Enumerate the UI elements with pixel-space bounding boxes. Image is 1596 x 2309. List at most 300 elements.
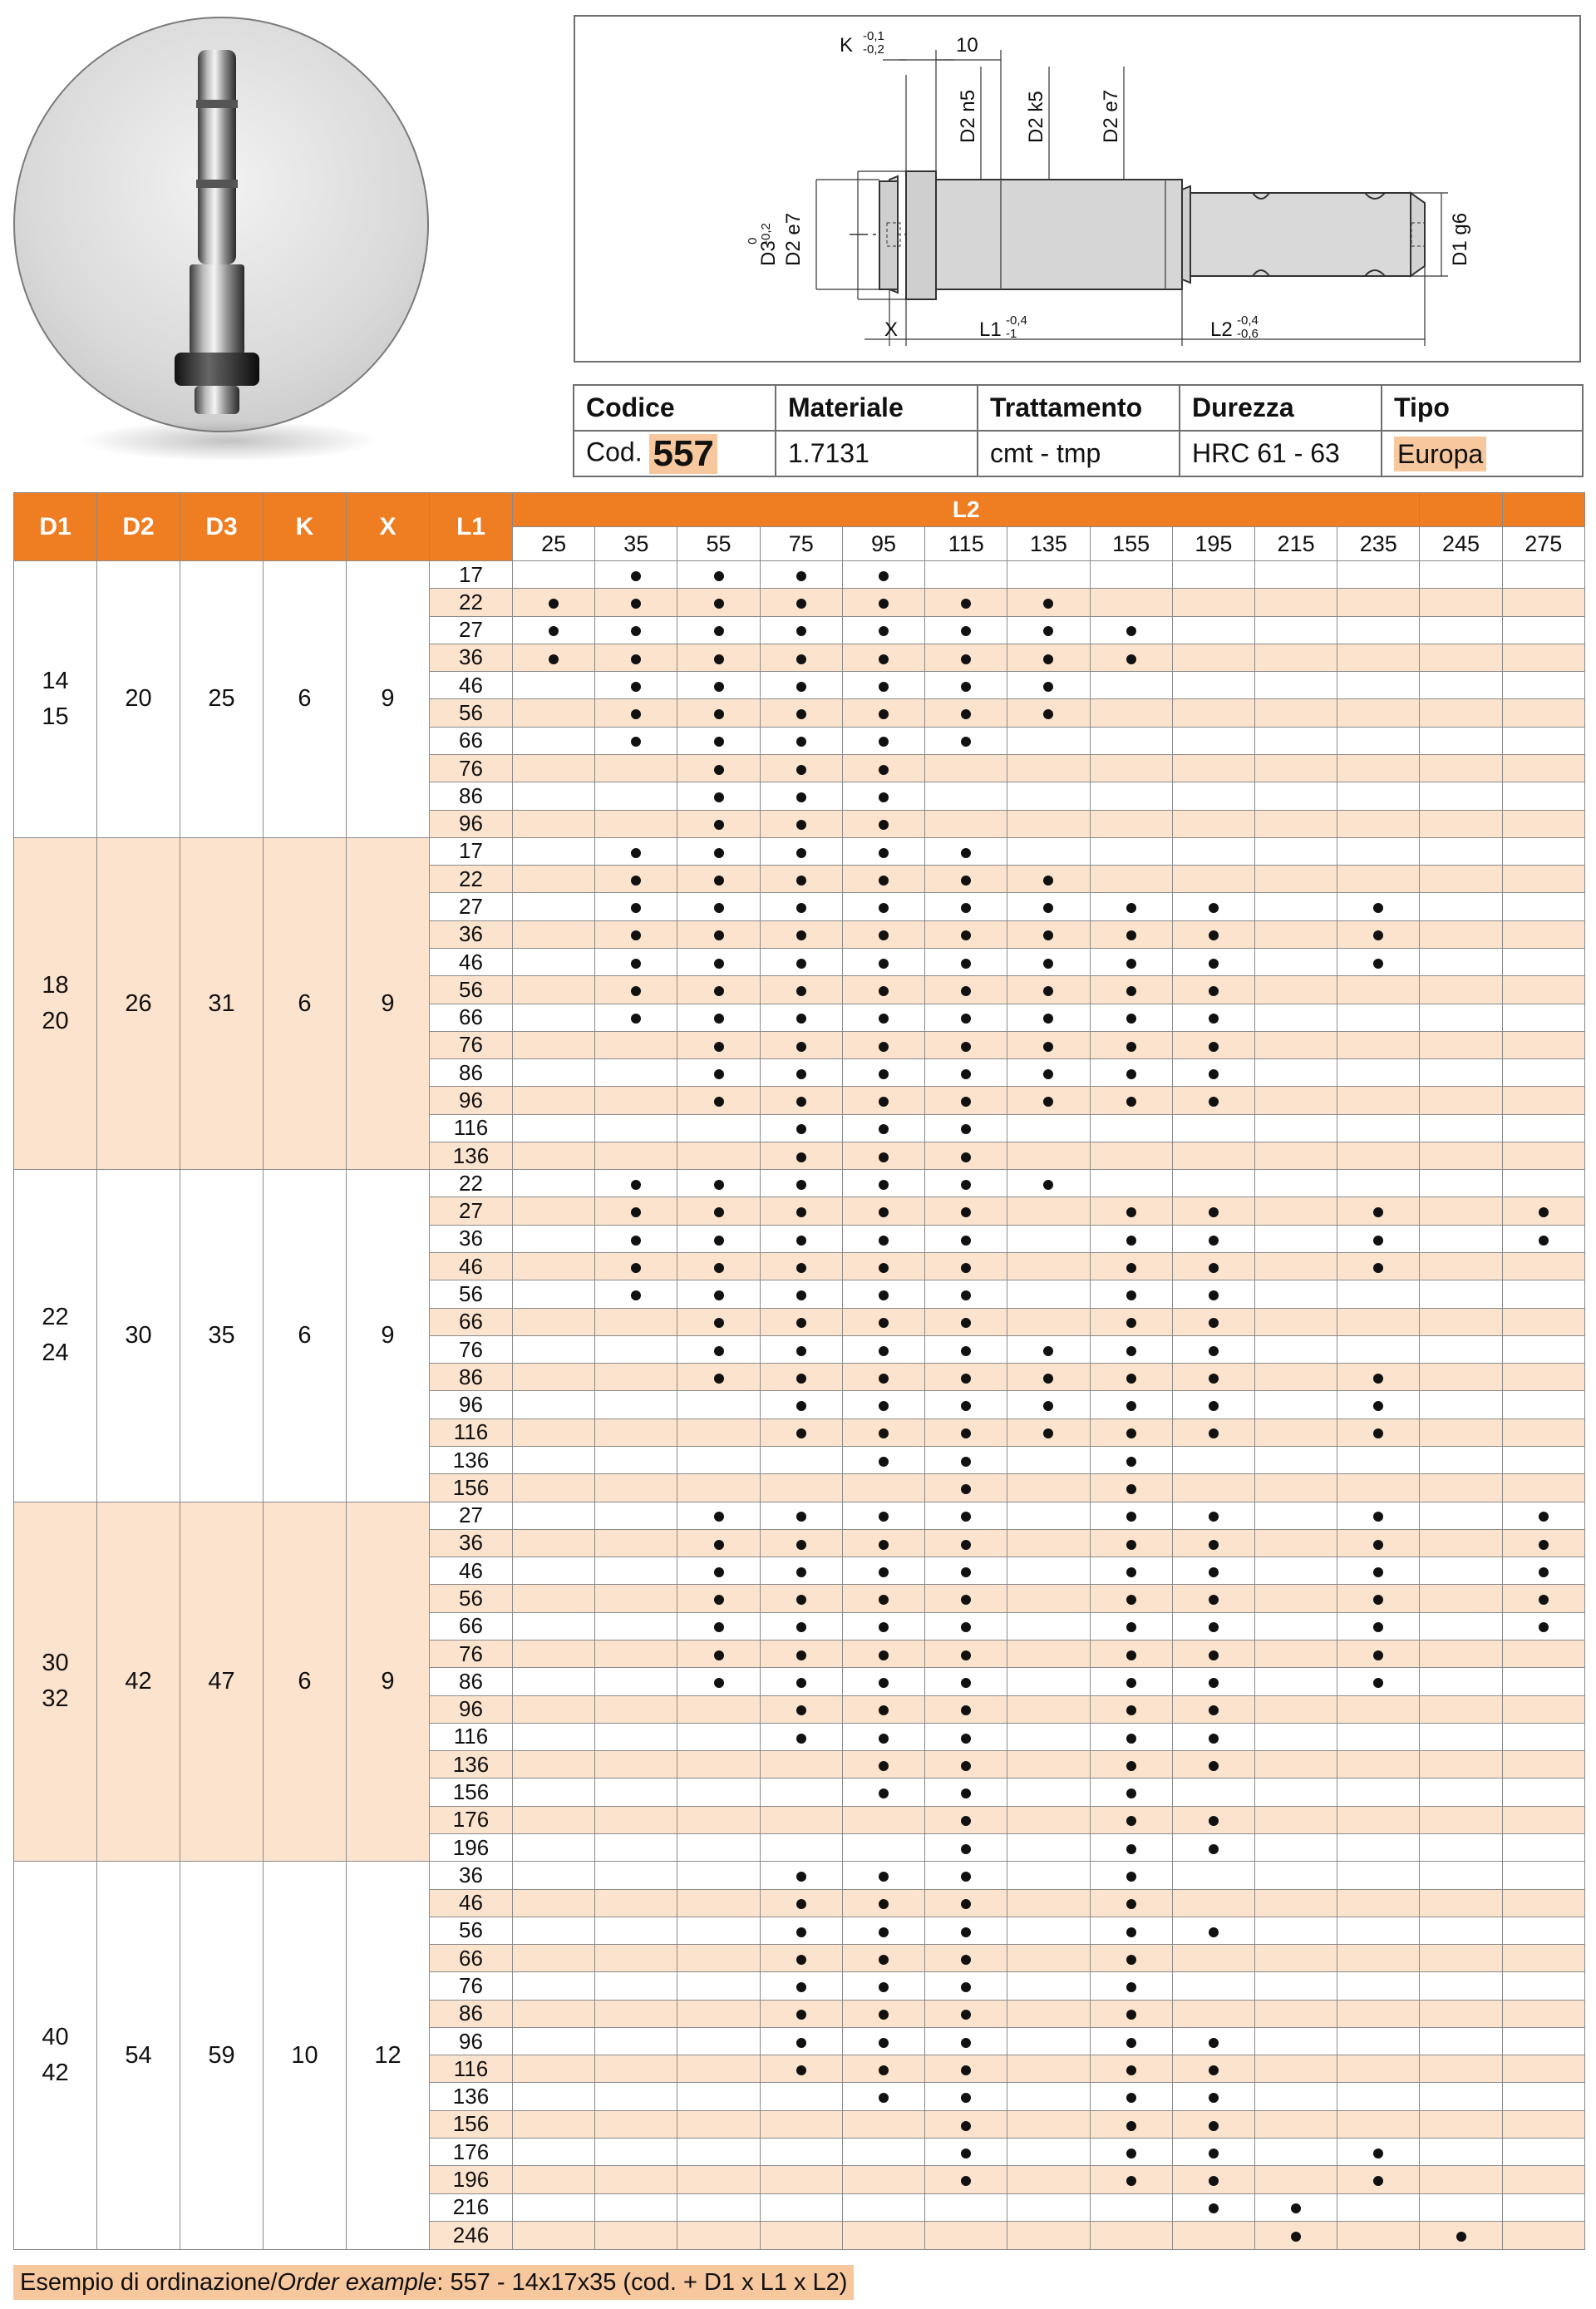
availability-cell xyxy=(925,2000,1007,2027)
available-dot-icon xyxy=(1373,959,1383,969)
availability-cell xyxy=(760,1695,842,1723)
availability-cell xyxy=(1254,1031,1337,1058)
available-dot-icon xyxy=(714,765,724,775)
availability-cell xyxy=(1090,1723,1172,1750)
available-dot-icon xyxy=(1373,1678,1383,1688)
availability-cell xyxy=(842,672,924,699)
availability-cell xyxy=(1420,810,1502,837)
available-dot-icon xyxy=(1209,2176,1219,2186)
l1-value: 56 xyxy=(430,1585,513,1612)
l1-value: 66 xyxy=(430,1004,513,1031)
availability-cell xyxy=(595,1972,677,2000)
available-dot-icon xyxy=(796,682,806,692)
availability-cell xyxy=(1502,1585,1584,1612)
available-dot-icon xyxy=(961,1401,971,1411)
l1-value: 116 xyxy=(430,1418,513,1446)
available-dot-icon xyxy=(961,1734,971,1744)
availability-cell xyxy=(1337,810,1420,837)
available-dot-icon xyxy=(1373,1595,1383,1605)
availability-cell xyxy=(1337,782,1420,810)
availability-cell xyxy=(760,1862,842,1889)
group-x: 9 xyxy=(347,1170,430,1502)
available-dot-icon xyxy=(1126,1705,1136,1715)
availability-cell xyxy=(1502,1779,1584,1806)
available-dot-icon xyxy=(549,626,559,636)
availability-cell xyxy=(1337,1197,1420,1225)
group-d1-value: 32 xyxy=(42,1685,69,1713)
group-x: 9 xyxy=(347,561,430,838)
availability-cell xyxy=(842,1833,924,1861)
availability-cell xyxy=(925,2055,1007,2083)
availability-cell xyxy=(1502,616,1584,644)
group-d1-value: 22 xyxy=(42,1304,69,1331)
availability-cell xyxy=(595,1889,677,1917)
availability-cell xyxy=(1420,1474,1502,1502)
availability-cell xyxy=(760,1585,842,1612)
availability-cell xyxy=(595,1114,677,1142)
guide-pillar-image xyxy=(13,17,446,449)
availability-cell xyxy=(1254,866,1337,893)
availability-cell xyxy=(595,1585,677,1612)
availability-cell xyxy=(1007,1004,1090,1031)
l1-value: 56 xyxy=(430,976,513,1004)
available-dot-icon xyxy=(879,1097,889,1107)
l1-value: 156 xyxy=(430,1474,513,1502)
availability-cell xyxy=(1337,1779,1420,1806)
available-dot-icon xyxy=(879,1428,889,1438)
group-d1 xyxy=(14,1862,97,2250)
availability-cell xyxy=(595,1142,677,1169)
available-dot-icon xyxy=(1209,1263,1219,1273)
available-dot-icon xyxy=(1126,1734,1136,1744)
spec-codice-cell xyxy=(574,431,776,476)
available-dot-icon xyxy=(879,1788,889,1798)
available-dot-icon xyxy=(1209,1236,1219,1246)
availability-cell xyxy=(595,2027,677,2055)
availability-cell xyxy=(1172,893,1254,920)
availability-cell xyxy=(677,1529,760,1557)
availability-cell xyxy=(1337,1114,1420,1142)
availability-cell xyxy=(842,893,924,920)
availability-cell xyxy=(925,1474,1007,1502)
availability-cell xyxy=(513,2000,595,2027)
availability-cell xyxy=(1420,2000,1502,2027)
available-dot-icon xyxy=(961,1899,971,1909)
availability-cell xyxy=(1337,1723,1420,1750)
available-dot-icon xyxy=(1539,1207,1549,1217)
availability-cell xyxy=(842,1114,924,1142)
availability-cell xyxy=(1172,1585,1254,1612)
availability-cell xyxy=(1420,976,1502,1004)
availability-cell xyxy=(1090,644,1172,671)
availability-cell xyxy=(1172,1972,1254,2000)
availability-cell xyxy=(677,1723,760,1750)
availability-cell xyxy=(677,1945,760,1972)
availability-cell xyxy=(1337,1833,1420,1861)
availability-cell xyxy=(1007,1695,1090,1723)
availability-cell xyxy=(595,1502,677,1529)
availability-cell xyxy=(1090,2027,1172,2055)
spec-header-durezza: Durezza xyxy=(1180,385,1382,431)
available-dot-icon xyxy=(1043,930,1053,940)
availability-cell xyxy=(1007,1253,1090,1280)
availability-cell xyxy=(842,1447,924,1474)
availability-cell xyxy=(842,1225,924,1252)
availability-cell xyxy=(1254,1087,1337,1114)
availability-cell xyxy=(1090,1889,1172,1917)
availability-cell xyxy=(1502,1170,1584,1197)
l1-value: 86 xyxy=(430,1364,513,1391)
available-dot-icon xyxy=(879,1567,889,1577)
available-dot-icon xyxy=(1043,599,1053,609)
available-dot-icon xyxy=(1539,1622,1549,1632)
available-dot-icon xyxy=(961,654,971,664)
availability-cell xyxy=(1502,1364,1584,1391)
availability-cell xyxy=(1090,727,1172,754)
availability-cell xyxy=(842,1668,924,1695)
availability-cell xyxy=(925,1917,1007,1944)
group-k: 6 xyxy=(264,1502,347,1862)
availability-cell xyxy=(1420,2055,1502,2083)
availability-cell xyxy=(1420,1751,1502,1779)
available-dot-icon xyxy=(1209,1678,1219,1688)
available-dot-icon xyxy=(796,1263,806,1273)
l1-value: 116 xyxy=(430,1114,513,1142)
availability-cell xyxy=(760,1335,842,1363)
availability-cell xyxy=(1337,837,1420,865)
available-dot-icon xyxy=(1043,1014,1053,1024)
availability-cell xyxy=(677,810,760,837)
availability-cell xyxy=(1172,1170,1254,1197)
availability-cell xyxy=(513,1557,595,1585)
available-dot-icon xyxy=(796,1014,806,1024)
spec-value-row xyxy=(574,431,1583,476)
availability-cell xyxy=(1172,1474,1254,1502)
group-k: 6 xyxy=(264,1170,347,1502)
availability-cell xyxy=(842,1197,924,1225)
availability-cell xyxy=(1337,1170,1420,1197)
availability-cell xyxy=(925,1114,1007,1142)
available-dot-icon xyxy=(631,1180,641,1190)
availability-cell xyxy=(1172,1695,1254,1723)
available-dot-icon xyxy=(1456,2232,1466,2242)
availability-cell xyxy=(1172,1059,1254,1087)
availability-cell xyxy=(677,589,760,616)
l1-value: 22 xyxy=(430,866,513,893)
l1-value: 56 xyxy=(430,699,513,727)
availability-cell xyxy=(1502,561,1584,589)
available-dot-icon xyxy=(1126,1788,1136,1798)
availability-cell xyxy=(1337,1585,1420,1612)
availability-cell xyxy=(1007,1640,1090,1667)
available-dot-icon xyxy=(1126,1567,1136,1577)
available-dot-icon xyxy=(879,2010,889,2020)
availability-cell xyxy=(925,1529,1007,1557)
availability-cell xyxy=(1172,1751,1254,1779)
availability-cell xyxy=(1337,616,1420,644)
l1-value: 46 xyxy=(430,1557,513,1585)
available-dot-icon xyxy=(1209,959,1219,969)
availability-cell xyxy=(1090,1557,1172,1585)
available-dot-icon xyxy=(796,737,806,747)
availability-cell xyxy=(1007,1418,1090,1446)
availability-cell xyxy=(925,1391,1007,1418)
availability-cell xyxy=(1172,1253,1254,1280)
availability-cell xyxy=(1090,699,1172,727)
l1-value: 46 xyxy=(430,1889,513,1917)
availability-cell xyxy=(1420,1114,1502,1142)
availability-cell xyxy=(1254,1418,1337,1446)
availability-cell xyxy=(925,1889,1007,1917)
availability-cell xyxy=(1007,1059,1090,1087)
l1-value: 17 xyxy=(430,837,513,865)
available-dot-icon xyxy=(714,1567,724,1577)
availability-cell xyxy=(1090,2139,1172,2166)
availability-cell xyxy=(1254,2083,1337,2110)
availability-cell xyxy=(1420,782,1502,810)
available-dot-icon xyxy=(714,986,724,996)
availability-cell xyxy=(1007,2139,1090,2166)
available-dot-icon xyxy=(796,1097,806,1107)
availability-cell xyxy=(595,1308,677,1335)
available-dot-icon xyxy=(549,599,559,609)
available-dot-icon xyxy=(1291,2232,1301,2242)
availability-cell xyxy=(595,1833,677,1861)
availability-cell xyxy=(1007,948,1090,975)
available-dot-icon xyxy=(796,709,806,719)
availability-cell xyxy=(760,1889,842,1917)
availability-cell xyxy=(1502,2083,1584,2110)
availability-cell xyxy=(1337,920,1420,948)
available-dot-icon xyxy=(796,986,806,996)
availability-cell xyxy=(1254,1391,1337,1418)
availability-cell xyxy=(1420,1391,1502,1418)
available-dot-icon xyxy=(714,599,724,609)
availability-cell xyxy=(1254,2000,1337,2027)
availability-cell xyxy=(1172,616,1254,644)
available-dot-icon xyxy=(1043,1374,1053,1384)
group-d3: 59 xyxy=(180,1862,264,2250)
available-dot-icon xyxy=(879,1236,889,1246)
available-dot-icon xyxy=(961,1872,971,1882)
availability-cell xyxy=(1337,1474,1420,1502)
availability-cell xyxy=(842,1862,924,1889)
availability-cell xyxy=(842,866,924,893)
available-dot-icon xyxy=(879,792,889,802)
available-dot-icon xyxy=(961,2149,971,2159)
availability-cell xyxy=(1420,644,1502,671)
available-dot-icon xyxy=(1126,1318,1136,1328)
available-dot-icon xyxy=(1373,1207,1383,1217)
l1-value: 196 xyxy=(430,2166,513,2193)
availability-cell xyxy=(1502,810,1584,837)
availability-cell xyxy=(1502,948,1584,975)
available-dot-icon xyxy=(714,930,724,940)
header-row-main xyxy=(14,493,1585,527)
availability-cell xyxy=(925,1225,1007,1252)
available-dot-icon xyxy=(714,1069,724,1079)
availability-cell xyxy=(760,2083,842,2110)
available-dot-icon xyxy=(961,1236,971,1246)
spec-tipo-cell xyxy=(1382,431,1583,476)
available-dot-icon xyxy=(1043,654,1053,664)
l2-value-header: 75 xyxy=(760,527,842,561)
availability-cell xyxy=(595,1170,677,1197)
spec-materiale-value: 1.7131 xyxy=(776,431,978,476)
available-dot-icon xyxy=(714,1595,724,1605)
availability-cell xyxy=(1090,1972,1172,2000)
availability-cell xyxy=(1172,976,1254,1004)
availability-cell xyxy=(842,1557,924,1585)
availability-cell xyxy=(760,1225,842,1252)
availability-cell xyxy=(513,782,595,810)
group-d3: 35 xyxy=(180,1170,264,1502)
availability-cell xyxy=(842,2139,924,2166)
availability-cell xyxy=(513,1612,595,1640)
group-x: 9 xyxy=(347,837,430,1169)
availability-cell xyxy=(925,920,1007,948)
l2-value-header: 135 xyxy=(1007,527,1090,561)
availability-cell xyxy=(513,1585,595,1612)
availability-cell xyxy=(1502,644,1584,671)
available-dot-icon xyxy=(714,1042,724,1052)
availability-cell xyxy=(677,866,760,893)
availability-cell xyxy=(1090,2166,1172,2193)
availability-cell xyxy=(595,1087,677,1114)
availability-cell xyxy=(677,1502,760,1529)
available-dot-icon xyxy=(961,2010,971,2020)
availability-cell xyxy=(1420,1197,1502,1225)
availability-cell xyxy=(1502,1751,1584,1779)
available-dot-icon xyxy=(961,2093,971,2103)
availability-cell xyxy=(1337,948,1420,975)
available-dot-icon xyxy=(879,1318,889,1328)
availability-cell xyxy=(595,1031,677,1058)
available-dot-icon xyxy=(879,1622,889,1632)
availability-cell xyxy=(1090,2000,1172,2027)
availability-table-header xyxy=(14,493,1585,561)
availability-cell xyxy=(513,1364,595,1391)
availability-cell xyxy=(842,1751,924,1779)
availability-cell xyxy=(1007,1612,1090,1640)
availability-cell xyxy=(1420,920,1502,948)
l1-value: 96 xyxy=(430,1087,513,1114)
group-d2: 26 xyxy=(97,837,180,1169)
l1-value: 17 xyxy=(430,561,513,589)
availability-cell xyxy=(842,976,924,1004)
availability-cell xyxy=(925,948,1007,975)
available-dot-icon xyxy=(1373,1428,1383,1438)
availability-cell xyxy=(925,1308,1007,1335)
availability-cell xyxy=(842,1502,924,1529)
group-x: 9 xyxy=(347,1502,430,1862)
availability-cell xyxy=(842,616,924,644)
available-dot-icon xyxy=(1209,1207,1219,1217)
availability-cell xyxy=(1502,1004,1584,1031)
available-dot-icon xyxy=(796,1180,806,1190)
availability-cell xyxy=(513,1806,595,1833)
availability-cell xyxy=(842,1917,924,1944)
availability-cell xyxy=(842,2055,924,2083)
availability-cell xyxy=(677,1114,760,1142)
availability-cell xyxy=(513,1751,595,1779)
dim-l2-tol-lower: -0,6 xyxy=(1237,327,1259,341)
availability-cell xyxy=(513,1640,595,1667)
availability-cell xyxy=(595,1945,677,1972)
availability-cell xyxy=(513,1335,595,1363)
available-dot-icon xyxy=(1043,1069,1053,1079)
availability-cell xyxy=(1337,2139,1420,2166)
availability-cell xyxy=(1254,1779,1337,1806)
availability-cell xyxy=(1502,976,1584,1004)
available-dot-icon xyxy=(796,1872,806,1882)
l1-value: 136 xyxy=(430,1142,513,1169)
availability-cell xyxy=(1420,1170,1502,1197)
available-dot-icon xyxy=(961,848,971,858)
available-dot-icon xyxy=(961,1622,971,1632)
available-dot-icon xyxy=(631,848,641,858)
availability-cell xyxy=(1502,1391,1584,1418)
available-dot-icon xyxy=(961,737,971,747)
available-dot-icon xyxy=(796,1927,806,1937)
group-k: 6 xyxy=(264,561,347,838)
availability-cell xyxy=(1254,1695,1337,1723)
l1-value: 27 xyxy=(430,1197,513,1225)
availability-cell xyxy=(1254,1280,1337,1308)
dim-l1-tol-lower: -1 xyxy=(1006,327,1017,341)
availability-cell xyxy=(513,1862,595,1889)
availability-cell xyxy=(1007,782,1090,810)
order-example-suffix: : 557 - 14x17x35 (cod. + D1 x L1 x L2) xyxy=(436,2269,848,2296)
availability-cell xyxy=(925,2193,1007,2221)
availability-cell xyxy=(1172,1280,1254,1308)
availability-cell xyxy=(595,1059,677,1087)
availability-cell xyxy=(1172,1917,1254,1944)
availability-cell xyxy=(1337,1253,1420,1280)
available-dot-icon xyxy=(961,2121,971,2131)
availability-cell xyxy=(1420,1945,1502,1972)
availability-cell xyxy=(1502,1059,1584,1087)
availability-cell xyxy=(595,1447,677,1474)
availability-cell xyxy=(595,1612,677,1640)
availability-cell xyxy=(1502,1253,1584,1280)
availability-cell xyxy=(1090,1612,1172,1640)
l1-value: 76 xyxy=(430,754,513,782)
availability-cell xyxy=(760,1529,842,1557)
availability-cell xyxy=(842,1972,924,2000)
available-dot-icon xyxy=(631,876,641,886)
availability-cell xyxy=(1420,1529,1502,1557)
available-dot-icon xyxy=(879,1595,889,1605)
available-dot-icon xyxy=(796,1152,806,1162)
availability-cell xyxy=(925,810,1007,837)
availability-cell xyxy=(1420,1917,1502,1944)
availability-cell xyxy=(1502,1280,1584,1308)
availability-cell xyxy=(1337,1806,1420,1833)
availability-cell xyxy=(925,754,1007,782)
availability-cell xyxy=(595,754,677,782)
available-dot-icon xyxy=(879,1207,889,1217)
availability-cell xyxy=(1172,1557,1254,1585)
available-dot-icon xyxy=(1126,1540,1136,1550)
availability-cell xyxy=(513,1253,595,1280)
available-dot-icon xyxy=(1209,1290,1219,1300)
availability-cell xyxy=(842,810,924,837)
available-dot-icon xyxy=(1209,2065,1219,2075)
l1-value: 246 xyxy=(430,2221,513,2249)
availability-cell xyxy=(1172,1225,1254,1252)
availability-cell xyxy=(677,2110,760,2138)
